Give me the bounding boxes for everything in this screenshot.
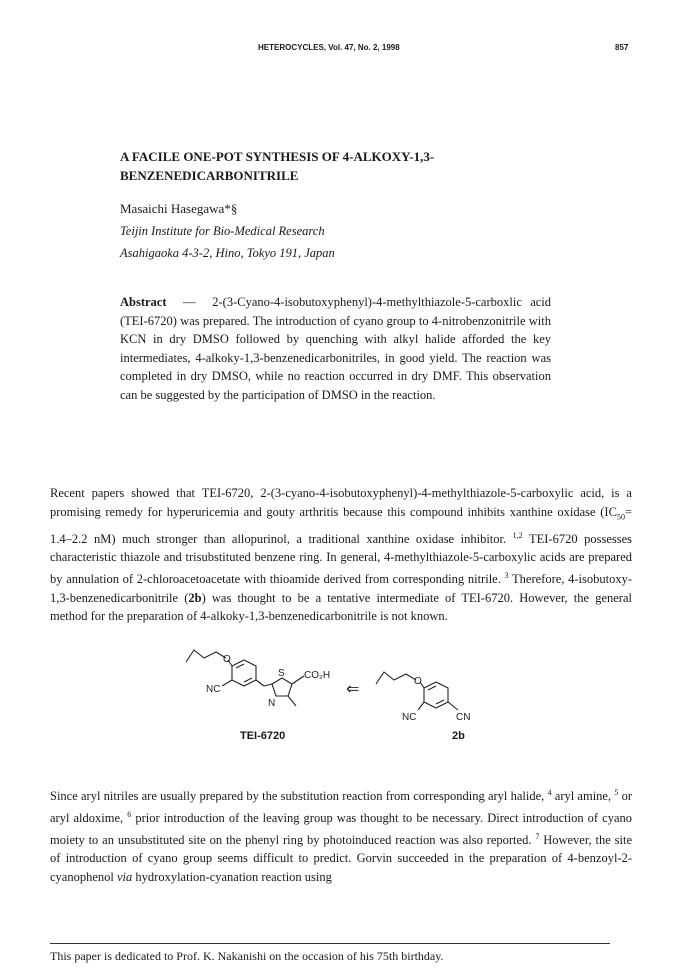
- oxygen-atom-left: O: [223, 654, 231, 665]
- abstract-label: Abstract: [120, 295, 167, 309]
- para1-text-c: TEI-6720 possesses characteristic thiazole and trisubstituted benzene ring. In general, 4-methylthiazole-5-carboxylic acids are prepared by annulation of 2-chloroacetoacetate with thioamide derived from corresponding nitrile.: [50, 531, 633, 587]
- para1-text-b: = 1.4–2.2 nM) much stronger than allopurinol, a traditional xanthine oxidase inhibitor.: [50, 504, 632, 546]
- abstract-dash: —: [183, 295, 196, 309]
- citation-4: 4: [547, 788, 552, 797]
- abstract-text: 2-(3-Cyano-4-isobutoxyphenyl)-4-methylthiazole-5-carboxlic acid (TEI-6720) was prepared. The introduction of cyano group to 4-nitrobenzonitrile with KCN in dry DMSO followed by quenching with alkyl halide afforded the key intermediates, 4-alkoky-1,3-benzenedicarbonitriles, in good yield. The reaction was completed in dry DMSO, while no reaction occurred in dry DMF. This observation can be suggested by the participation of DMSO in the reaction.: [120, 295, 552, 402]
- para2-text-e: However, the site of introduction of cyano group seems difficult to predict. Gorvin succeeded in the preparation of 4-benzoyl-2-cyanophenol: [50, 832, 633, 884]
- nitrile-cn-right: CN: [456, 712, 471, 723]
- retrosynthesis-arrow: ⇐: [346, 681, 360, 698]
- compound-label-tei-6720: TEI-6720: [240, 730, 286, 742]
- title-line-2: BENZENEDICARBONITRILE: [120, 168, 299, 183]
- isobutyl-chain-left: [186, 650, 226, 662]
- via-italic: via: [117, 869, 133, 884]
- citation-7: 7: [535, 831, 540, 841]
- para2-text-a: Since aryl nitriles are usually prepared by the substitution reaction from corresponding aryl halide,: [50, 789, 545, 804]
- title-line-1: A FACILE ONE-POT SYNTHESIS OF 4-ALKOXY-1,3-: [120, 149, 435, 164]
- article-title: [120, 147, 590, 185]
- dedication-footnote: This paper is dedicated to Prof. K. Nakanishi on the occasion of his 75th birthday.: [50, 949, 444, 963]
- benzene-ring-right: [424, 682, 448, 708]
- author-name: Masaichi Hasegawa*§: [120, 201, 238, 216]
- thiazole-ring: [272, 678, 292, 696]
- para2-text-d: prior introduction of the leaving group was thought to be necessary. Direct introduction of cyano moiety to an unsubstituted site on the phenyl ring by photoinduced reaction was also reported.: [50, 810, 633, 847]
- para2-text-f: hydroxylation-cyanation reaction using: [135, 869, 332, 884]
- para2-text-b: aryl amine,: [554, 789, 612, 804]
- citation-3: 3: [504, 571, 509, 581]
- abstract: [120, 293, 551, 405]
- page-number: 857: [615, 43, 629, 52]
- running-header: [0, 43, 691, 57]
- nitrogen-atom: N: [268, 698, 276, 709]
- citation-6: 6: [127, 809, 132, 819]
- affiliation-address: Asahigaoka 4-3-2, Hino, Tokyo 191, Japan: [120, 246, 335, 260]
- nitrile-nc-right: NC: [402, 712, 417, 723]
- citation-1-2: 1,2: [512, 530, 523, 540]
- ic50-subscript: 50: [616, 512, 625, 522]
- journal-citation: HETEROCYCLES, Vol. 47, No. 2, 1998: [258, 43, 400, 52]
- sulfur-atom: S: [278, 668, 285, 679]
- affiliation-institute: Teijin Institute for Bio-Medical Research: [120, 224, 325, 238]
- second-paragraph: [50, 784, 632, 886]
- intro-paragraph: [50, 484, 632, 626]
- para1-text-a: Recent papers showed that TEI-6720, 2-(3-cyano-4-isobutoxyphenyl)-4-methylthiazole-5-carboxylic acid, is a promising remedy for hyperuricemia and gouty arthritis because this compound inhibits xanthine oxidase (IC: [50, 486, 632, 519]
- benzene-ring-left: [232, 660, 256, 686]
- isobutyl-chain-right: [376, 672, 416, 684]
- citation-5: 5: [614, 788, 619, 797]
- retrosynthesis-scheme: [180, 648, 520, 760]
- compound-2b-ref: 2b: [188, 590, 202, 605]
- oxygen-atom-right: O: [414, 676, 422, 687]
- compound-label-2b: 2b: [452, 730, 465, 742]
- para2-text-c: or aryl aldoxime,: [50, 789, 632, 825]
- nitrile-nc-left: NC: [206, 684, 221, 695]
- carboxylic-acid: CO₂H: [304, 670, 331, 681]
- para1-text-d: Therefore, 4-isobutoxy-1,3-benzenedicarbonitrile (: [50, 572, 633, 605]
- footnote-divider: [50, 943, 610, 944]
- para1-text-e: ) was thought to be a tentative intermediate of TEI-6720. However, the general method for the preparation of 4-alkoky-1,3-benzenedicarbonitrile is not known.: [50, 590, 632, 624]
